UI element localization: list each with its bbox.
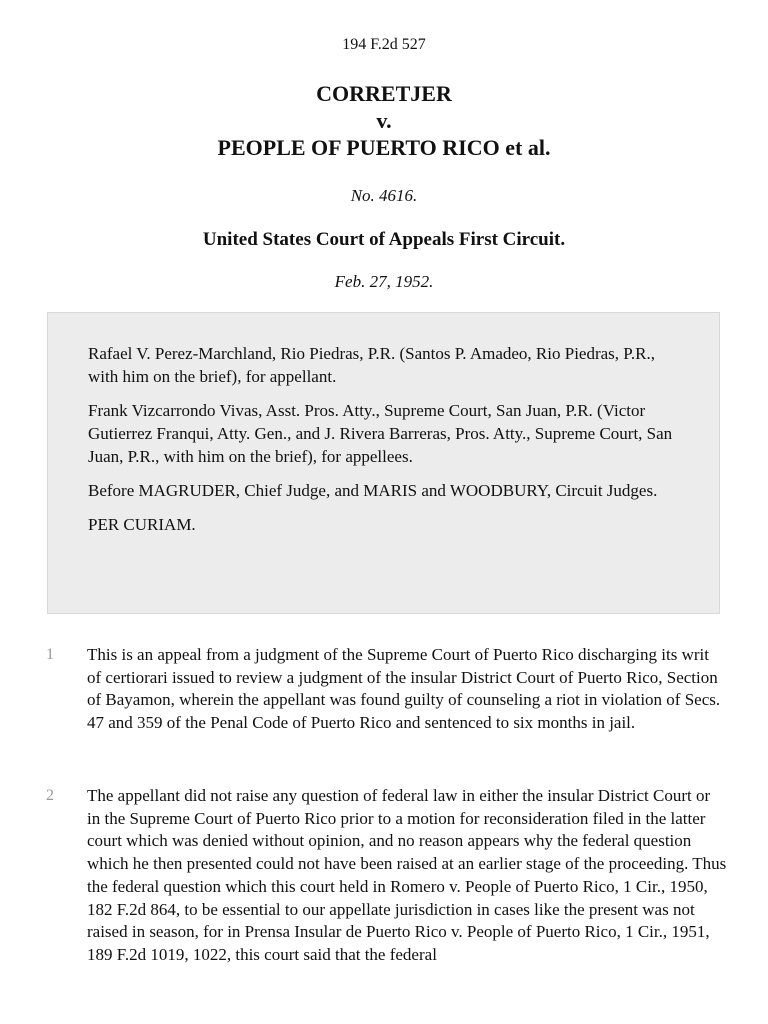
counsel-appellant: Rafael V. Perez-Marchland, Rio Piedras, P.R. (Santos P. Amadeo, Rio Piedras, P.R., with him on the brief), for appellant. xyxy=(88,344,655,386)
per-curiam: PER CURIAM. xyxy=(88,515,196,534)
decision-date: Feb. 27, 1952. xyxy=(334,272,434,291)
panel-judges: Before MAGRUDER, Chief Judge, and MARIS and WOODBURY, Circuit Judges. xyxy=(88,481,658,500)
caption-versus: v. xyxy=(376,108,392,133)
paragraph-number: 2 xyxy=(46,787,54,804)
case-citation: 194 F.2d 527 xyxy=(342,36,426,53)
counsel-appellees: Frank Vizcarrondo Vivas, Asst. Pros. Atty., Supreme Court, San Juan, P.R. (Victor Gutierrez Franqui, Atty. Gen., and J. Rivera Barreras, Pros. Atty., Supreme Court, San Juan, P.R., with him on the brief), for appellees. xyxy=(88,401,673,466)
paragraph-text: The appellant did not raise any question of federal law in either the insular District Court or in the Supreme Court of Puerto Rico prior to a motion for reconsideration filed in the latter court which was denied without opinion, and no reason appears why the federal question which he then presented could not have been raised at an earlier stage of the proceeding. Thus the federal question which this court held in Romero v. People of Puerto Rico, 1 Cir., 1950, 182 F.2d 864, to be essential to our appellate jurisdiction in cases like the present was not raised in season, for in Prensa Insular de Puerto Rico v. People of Puerto Rico, 1 Cir., 1951, 189 F.2d 1019, 1022, this court said that the federal xyxy=(87,786,727,964)
docket-number: No. 4616. xyxy=(350,186,418,205)
court-name: United States Court of Appeals First Circuit. xyxy=(202,229,566,250)
caption-party-appellees: PEOPLE OF PUERTO RICO et al. xyxy=(217,135,551,160)
case-caption xyxy=(0,80,768,161)
paragraph-text: This is an appeal from a judgment of the Supreme Court of Puerto Rico discharging its writ of certiorari issued to review a judgment of the insular District Court of Puerto Rico, Section of Bayamon, wherein the appellant was found guilty of counseling a riot in violation of Secs. 47 and 359 of the Penal Code of Puerto Rico and sentenced to six months in jail. xyxy=(87,645,721,733)
counsel-box xyxy=(47,312,720,614)
caption-party-appellant: CORRETJER xyxy=(316,81,452,106)
paragraph-number: 1 xyxy=(46,646,54,663)
